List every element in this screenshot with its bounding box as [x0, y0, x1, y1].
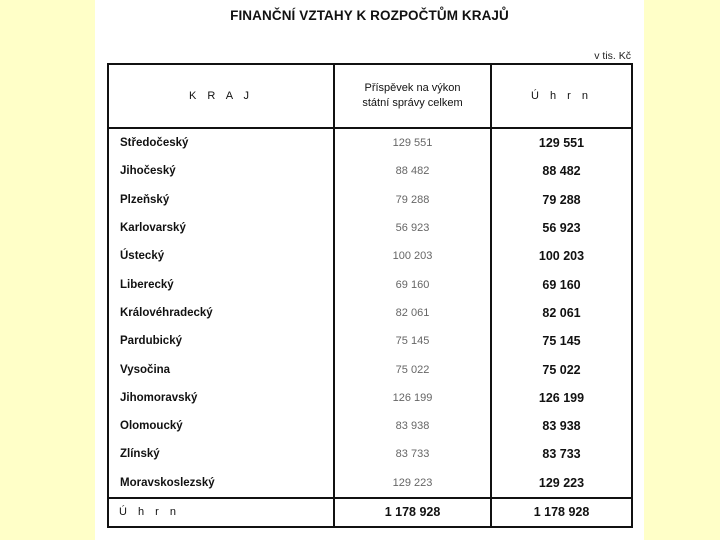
total-cell: 129 223: [491, 469, 632, 498]
table-row: [108, 186, 632, 214]
footer-label: Ú h r n: [108, 498, 334, 527]
region-name: Moravskoslezský: [108, 469, 334, 498]
total-cell: 56 923: [491, 214, 632, 242]
total-cell: 100 203: [491, 242, 632, 270]
total-cell: 88 482: [491, 157, 632, 185]
table-row: [108, 157, 632, 185]
table-row: [108, 128, 632, 157]
footer-contribution: 1 178 928: [334, 498, 491, 527]
region-name: Jihomoravský: [108, 384, 334, 412]
unit-label: v tis. Kč: [594, 50, 631, 62]
contribution-cell: 83 733: [334, 440, 491, 468]
contribution-cell: 126 199: [334, 384, 491, 412]
total-cell: 69 160: [491, 270, 632, 298]
region-name: Jihočeský: [108, 157, 334, 185]
total-cell: 126 199: [491, 384, 632, 412]
document-page: [95, 0, 644, 540]
region-name: Karlovarský: [108, 214, 334, 242]
region-name: Pardubický: [108, 327, 334, 355]
table-row: [108, 242, 632, 270]
table-header-row: [108, 64, 632, 128]
table-row: [108, 299, 632, 327]
region-name: Ústecký: [108, 242, 334, 270]
table-row: [108, 469, 632, 498]
region-name: Liberecký: [108, 270, 334, 298]
footer-total: 1 178 928: [491, 498, 632, 527]
total-cell: 75 022: [491, 355, 632, 383]
contribution-cell: 100 203: [334, 242, 491, 270]
contribution-cell: 129 223: [334, 469, 491, 498]
region-name: Vysočina: [108, 355, 334, 383]
region-name: Olomoucký: [108, 412, 334, 440]
contribution-cell: 82 061: [334, 299, 491, 327]
table-body: [108, 128, 632, 498]
total-cell: 129 551: [491, 128, 632, 157]
contribution-cell: 129 551: [334, 128, 491, 157]
total-cell: 75 145: [491, 327, 632, 355]
total-cell: 79 288: [491, 186, 632, 214]
total-cell: 83 938: [491, 412, 632, 440]
region-name: Plzeňský: [108, 186, 334, 214]
contribution-cell: 69 160: [334, 270, 491, 298]
region-name: Královéhradecký: [108, 299, 334, 327]
contribution-cell: 75 022: [334, 355, 491, 383]
total-cell: 83 733: [491, 440, 632, 468]
contribution-cell: 75 145: [334, 327, 491, 355]
table-row: [108, 327, 632, 355]
contribution-cell: 79 288: [334, 186, 491, 214]
table-footer-row: [108, 498, 632, 527]
table-row: [108, 270, 632, 298]
table-row: [108, 384, 632, 412]
header-kraj: K R A J: [108, 64, 334, 128]
table-row: [108, 440, 632, 468]
table-row: [108, 355, 632, 383]
region-name: Zlínský: [108, 440, 334, 468]
table-row: [108, 214, 632, 242]
table-row: [108, 412, 632, 440]
header-contribution: Příspěvek na výkon státní správy celkem: [334, 64, 491, 128]
document-title: FINANČNÍ VZTAHY K ROZPOČTŮM KRAJŮ: [230, 8, 509, 23]
region-name: Středočeský: [108, 128, 334, 157]
contribution-cell: 88 482: [334, 157, 491, 185]
contribution-cell: 83 938: [334, 412, 491, 440]
total-cell: 82 061: [491, 299, 632, 327]
regions-table: [107, 63, 633, 528]
contribution-cell: 56 923: [334, 214, 491, 242]
header-total: Ú h r n: [491, 64, 632, 128]
